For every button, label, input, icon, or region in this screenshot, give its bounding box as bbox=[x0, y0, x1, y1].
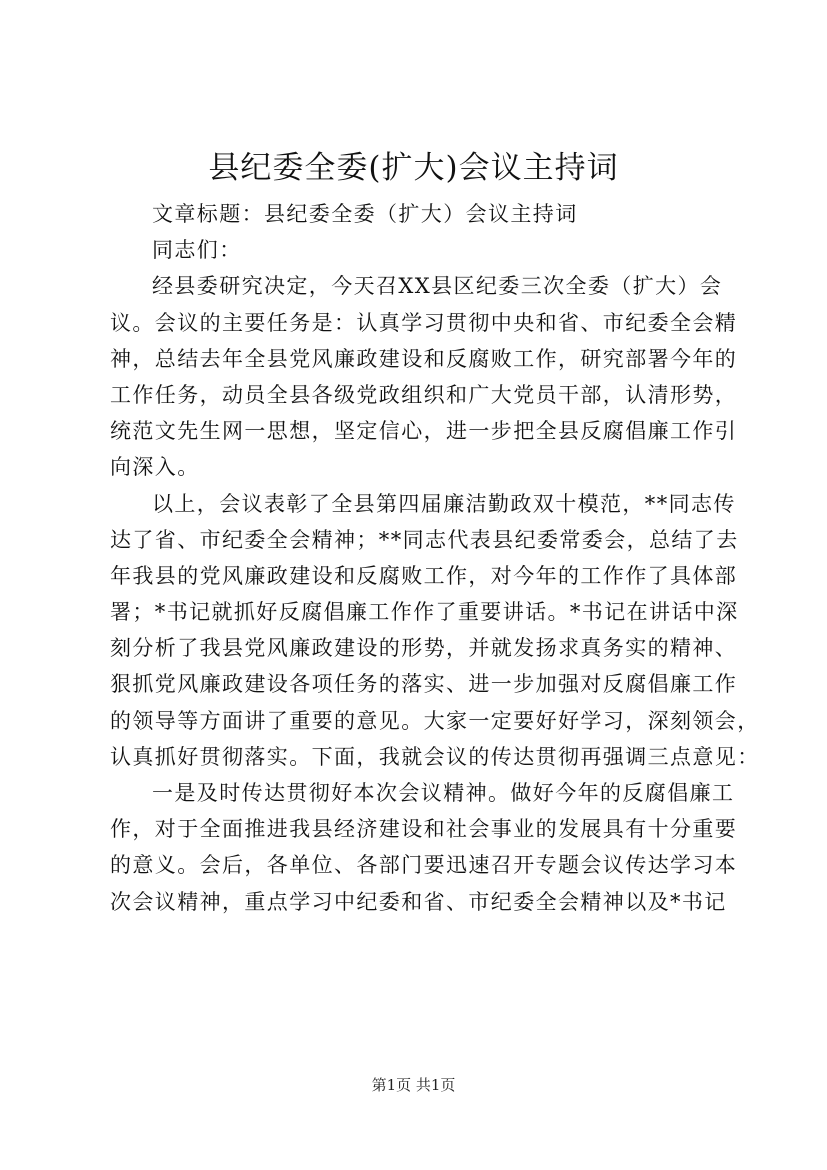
paragraph-line: 工作任务，动员全县各级党政组织和广大党员干部，认清形势， bbox=[110, 382, 738, 407]
paragraph-line: 统范文先生网一思想，坚定信心，进一步把全县反腐倡廉工作引 bbox=[110, 419, 738, 444]
article-title-line: 文章标题：县纪委全委（扩大）会议主持词 bbox=[152, 202, 578, 226]
paragraph-line: 刻分析了我县党风廉政建设的形势，并就发扬求真务实的精神、 bbox=[110, 636, 738, 661]
paragraph-line: 经县委研究决定，今天召XX县区纪委三次全委（扩大）会 bbox=[152, 274, 723, 299]
paragraph-line: 神，总结去年全县党风廉政建设和反腐败工作，研究部署今年的 bbox=[110, 346, 738, 371]
document-body bbox=[110, 196, 760, 920]
paragraph-line: 狠抓党风廉政建设各项任务的落实、进一步加强对反腐倡廉工作 bbox=[110, 672, 738, 697]
paragraph-line: 次会议精神，重点学习中纪委和省、市纪委全会精神以及*书记 bbox=[110, 889, 727, 914]
page-number-footer: 第1页 共1页 bbox=[371, 1076, 456, 1094]
paragraph-line: 的意义。会后，各单位、各部门要迅速召开专题会议传达学习本 bbox=[110, 853, 738, 878]
paragraph-line: 作，对于全面推进我县经济建设和社会事业的发展具有十分重要 bbox=[110, 817, 738, 842]
paragraph-line: 认真抓好贯彻落实。下面，我就会议的传达贯彻再强调三点意见： bbox=[110, 744, 760, 769]
paragraph-line: 一是及时传达贯彻好本次会议精神。做好今年的反腐倡廉工 bbox=[152, 781, 735, 805]
document-title: 县纪委全委(扩大)会议主持词 bbox=[208, 150, 619, 186]
paragraph-line: 向深入。 bbox=[110, 455, 200, 480]
paragraph-line: 署；*书记就抓好反腐倡廉工作作了重要讲话。*书记在讲话中深 bbox=[110, 600, 739, 625]
paragraph-line: 的领导等方面讲了重要的意见。大家一定要好好学习，深刻领会， bbox=[110, 708, 760, 733]
paragraph-line: 以上，会议表彰了全县第四届廉洁勤政双十模范，**同志传 bbox=[152, 491, 736, 516]
salutation-line: 同志们： bbox=[152, 238, 242, 263]
paragraph-line: 年我县的党风廉政建设和反腐败工作，对今年的工作作了具体部 bbox=[110, 563, 738, 588]
paragraph-line: 达了省、市纪委全会精神；**同志代表县纪委常委会，总结了去 bbox=[110, 527, 739, 552]
paragraph-line: 议。会议的主要任务是：认真学习贯彻中央和省、市纪委全会精 bbox=[110, 310, 738, 335]
